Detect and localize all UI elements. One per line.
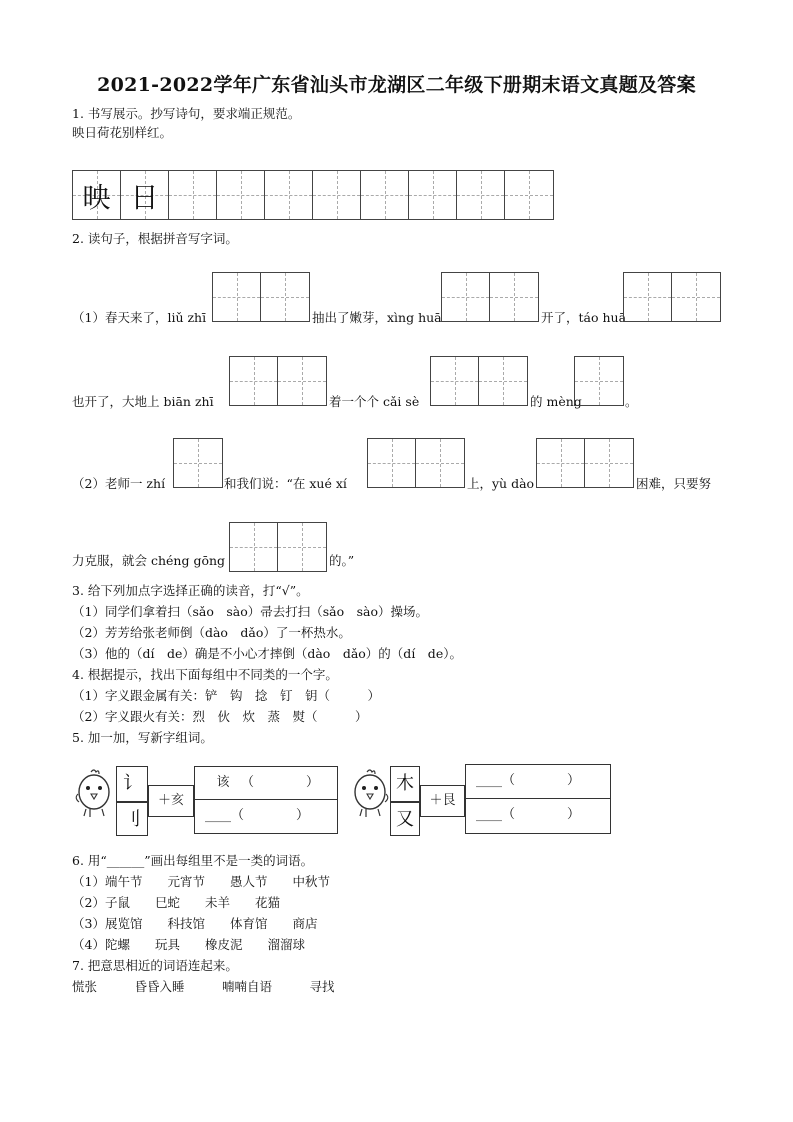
grid-cell[interactable] [73,171,121,219]
radical-box-dao: 刂 [116,802,148,836]
q2-text-3a: （2）老师一 zhí [72,476,166,491]
grid-char: 日 [130,181,159,214]
answer-blank[interactable]: ____ [476,807,502,822]
q6-line-3[interactable]: （3）展览馆 科技馆 体育馆 商店 [72,916,318,931]
answer-blank[interactable]: ____ [205,808,231,823]
grid-cell[interactable] [313,171,361,219]
radical-box-mu: 木 [390,766,420,802]
q2-text-1a: （1）春天来了，liǔ zhī [72,310,207,325]
q7-heading: 7. 把意思相近的词语连起来。 [72,958,238,973]
page-title: 2021-2022学年广东省汕头市龙湖区二年级下册期末语文真题及答案 [97,74,696,96]
q2-text-3d: 困难，只要努 [636,476,712,491]
q6-line-2[interactable]: （2）子鼠 巳蛇 未羊 花猫 [72,895,280,910]
q3-line-2: （2）芳芳给张老师倒（dào dǎo）了一杯热水。 [72,625,351,640]
q2-grid-liuzhi[interactable] [212,272,310,322]
q2-grid-meng[interactable] [574,356,624,406]
q5-heading: 5. 加一加，写新字组词。 [72,730,213,745]
grid-cell[interactable] [121,171,169,219]
q4-line-1: （1）字义跟金属有关：铲 钩 捻 钉 钥（ ） [72,688,380,703]
grid-cell[interactable] [169,171,217,219]
q3-heading: 3. 给下列加点字选择正确的读音，打“√”。 [72,583,309,598]
q1-heading: 1. 书写展示。抄写诗句，要求端正规范。 [72,106,301,121]
q2-grid-taohua[interactable] [623,272,721,322]
q3-line-3: （3）他的（dí de）确是不小心才摔倒（dào dǎo）的（dí de）。 [72,646,462,661]
answer-box-left [194,766,338,834]
q2-text-3c: 上，yù dào [467,476,535,491]
q4-heading: 4. 根据提示，找出下面每组中不同类的一个字。 [72,667,338,682]
chick-icon [350,768,390,820]
q2-grid-chenggong[interactable] [229,522,327,572]
q2-text-2b: 着一个个 cǎi sè [329,394,420,409]
q6-line-4[interactable]: （4）陀螺 玩具 橡皮泥 溜溜球 [72,937,305,952]
grid-cell[interactable] [265,171,313,219]
grid-cell[interactable] [409,171,457,219]
q2-text-2d: 。 [625,394,638,409]
grid-cell[interactable] [361,171,409,219]
q4-line-2: （2）字义跟火有关：烈 伙 炊 蒸 熨（ ） [72,709,368,724]
q2-text-4b: 的。” [329,553,355,568]
q2-text-1c: 开了，táo huā [541,310,627,325]
q2-text-3b: 和我们说：“在 xué xí [224,476,347,491]
q6-heading: 6. 用“______”画出每组里不是一类的词语。 [72,853,314,868]
q2-heading: 2. 读句子，根据拼音写字词。 [72,231,238,246]
q2-text-4a: 力克服，就会 chéng gōng [72,553,226,568]
answer-word-gai: 该 [205,767,241,800]
answer-box-right [465,764,611,834]
q2-grid-bianzhi[interactable] [229,356,327,406]
q1-poem: 映日荷花别样红。 [72,125,173,140]
answer-paren[interactable]: （ ） [502,773,581,788]
grid-cell[interactable] [217,171,265,219]
q7-line-1[interactable]: 慌张 昏昏入睡 喃喃自语 寻找 [72,979,335,994]
q2-text-2a: 也开了，大地上 biān zhī [72,394,214,409]
radical-box-yan: 讠 [116,766,148,802]
answer-paren[interactable]: （ ） [231,808,310,823]
answer-paren[interactable]: （ ） [502,807,581,822]
q2-grid-zhi[interactable] [173,438,223,488]
q1-writing-grid[interactable] [72,170,554,220]
q2-text-2c: 的 mèng [530,394,582,409]
plus-box-gen: ＋艮 [420,785,465,817]
radical-box-you: 又 [390,802,420,836]
chick-icon [74,768,114,820]
q3-line-1: （1）同学们拿着扫（sǎo sào）帚去打扫（sǎo sào）操场。 [72,604,429,619]
grid-cell[interactable] [505,171,553,219]
grid-char: 映 [82,181,111,214]
q2-text-1b: 抽出了嫩芽，xìng huā [312,310,442,325]
q6-line-1[interactable]: （1）端午节 元宵节 愚人节 中秋节 [72,874,330,889]
plus-box-hai: ＋亥 [148,785,194,817]
answer-blank[interactable]: ____ [476,773,502,788]
q2-grid-xuexi[interactable] [367,438,465,488]
grid-cell[interactable] [457,171,505,219]
q2-grid-yudao[interactable] [536,438,634,488]
answer-paren[interactable]: （ ） [241,775,320,790]
q2-grid-caise[interactable] [430,356,528,406]
q2-grid-xinghua[interactable] [441,272,539,322]
